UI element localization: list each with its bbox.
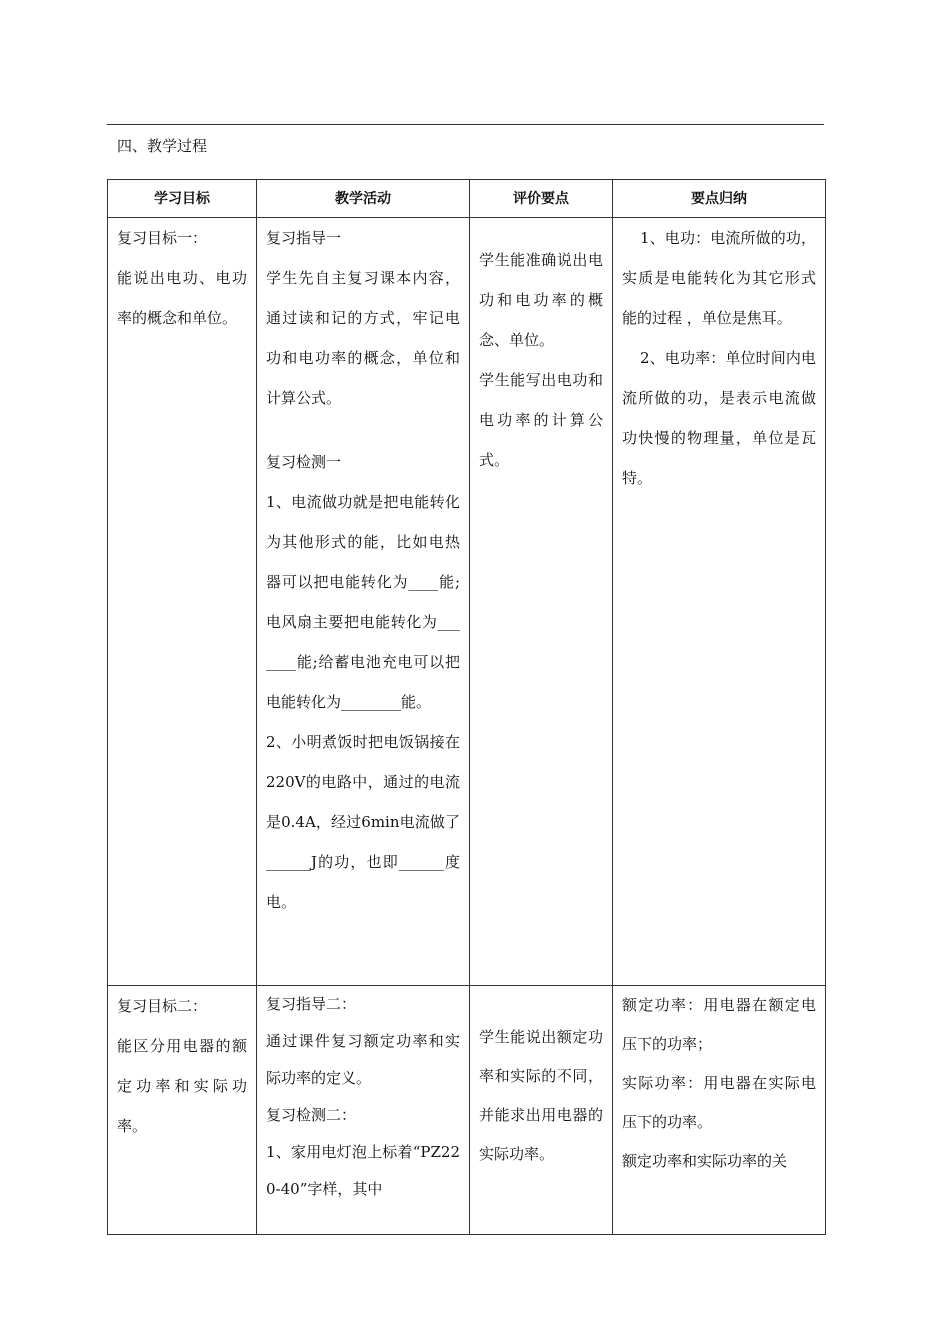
evaluation-point-1: 学生能准确说出电功和电功率的概念、单位。 [479, 251, 603, 349]
goal-title: 复习目标二： [117, 997, 208, 1015]
activity-guide-title: 复习指导一 [266, 229, 342, 247]
goal-text: 能说出电功、电功率的概念和单位。 [117, 269, 247, 327]
summary-cell [613, 986, 826, 1235]
summary-point-2: 2、电功率：单位时间内电流所做的功，是表示电流做功快慢的物理量，单位是瓦特。 [622, 349, 816, 487]
activity-cell [257, 218, 470, 986]
activity-check-title: 复习检测一 [266, 453, 342, 471]
top-rule [107, 124, 824, 125]
evaluation-cell [470, 986, 613, 1235]
activity-check-title: 复习检测二： [266, 1106, 357, 1124]
activity-guide-text: 学生先自主复习课本内容，通过读和记的方式，牢记电功和电功率的概念，单位和计算公式。 [266, 269, 460, 407]
evaluation-cell [470, 218, 613, 986]
summary-point-2: 实际功率：用电器在实际电压下的功率。 [622, 1074, 816, 1131]
activity-question-1: 1、家用电灯泡上标着“PZ220-40”字样，其中 [266, 1143, 460, 1198]
evaluation-point-2: 学生能写出电功和电功率的计算公式。 [479, 371, 603, 469]
header-key-summary: 要点归纳 [613, 180, 826, 218]
evaluation-point-1: 学生能说出额定功率和实际的不同，并能求出用电器的实际功率。 [479, 1028, 603, 1163]
activity-spacer [266, 418, 460, 442]
activity-question-1: 1、电流做功就是把电能转化为其他形式的能，比如电热器可以把电能转化为____能;电风扇主要把电能转化为_______能;给蓄电池充电可以把电能转化为________能。 [266, 493, 460, 711]
activity-guide-title: 复习指导二： [266, 995, 357, 1013]
activity-guide-text: 通过课件复习额定功率和实际功率的定义。 [266, 1032, 460, 1087]
table-row [108, 218, 826, 986]
goal-cell [108, 218, 257, 986]
activity-question-2: 2、小明煮饭时把电饭锅接在220V的电路中，通过的电流是0.4A，经过6min电流做了______J的功，也即______度电。 [266, 733, 460, 911]
goal-text: 能区分用电器的额定功率和实际功率。 [117, 1037, 247, 1135]
table-header-row [108, 180, 826, 218]
activity-cell [257, 986, 470, 1235]
section-title: 四、教学过程 [117, 137, 208, 155]
header-teaching-activity: 教学活动 [257, 180, 470, 218]
summary-point-3: 额定功率和实际功率的关 [622, 1152, 788, 1170]
summary-point-1: 1、电功：电流所做的功，实质是电能转化为其它形式能的过程 ，单位是焦耳。 [622, 229, 816, 327]
header-learning-goal: 学习目标 [108, 180, 257, 218]
summary-cell [613, 218, 826, 986]
teaching-process-table [107, 179, 826, 1235]
summary-point-1: 额定功率：用电器在额定电压下的功率； [622, 996, 816, 1053]
goal-cell [108, 986, 257, 1235]
header-evaluation-points: 评价要点 [470, 180, 613, 218]
table-row [108, 986, 826, 1235]
goal-title: 复习目标一： [117, 229, 208, 247]
